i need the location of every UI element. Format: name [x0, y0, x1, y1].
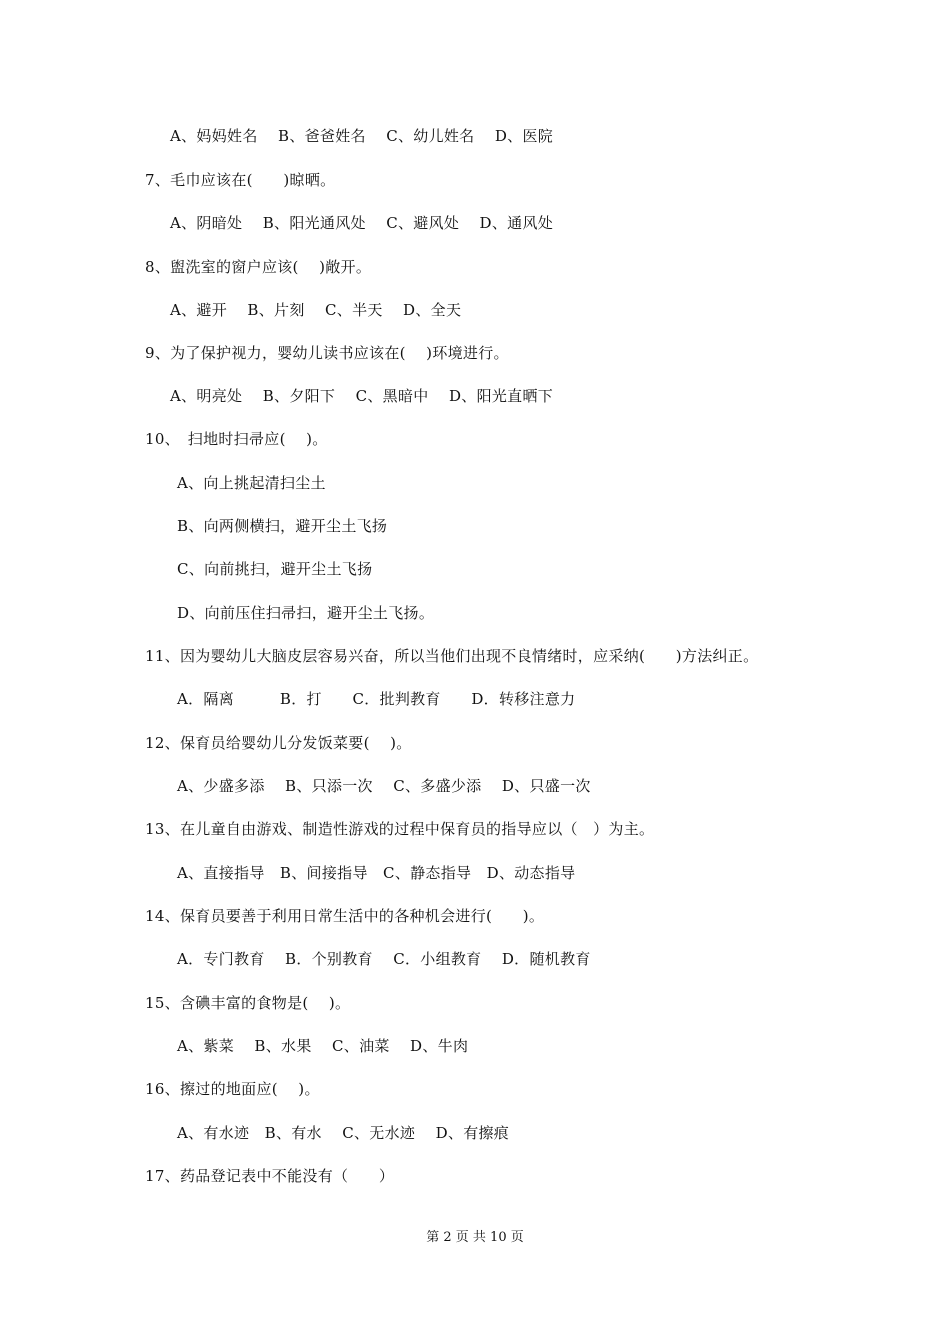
- question-15-options: A、紫菜 B、水果 C、油菜 D、牛肉: [177, 1037, 469, 1055]
- question-10-option-d: D、向前压住扫帚扫，避开尘土飞扬。: [177, 604, 435, 622]
- question-16-stem: 16、擦过的地面应( )。: [145, 1080, 320, 1098]
- question-7-stem: 7、毛巾应该在( )晾晒。: [145, 171, 336, 189]
- question-12-stem: 12、保育员给婴幼儿分发饭菜要( )。: [145, 734, 412, 752]
- question-17-stem: 17、药品登记表中不能没有（ ）: [145, 1167, 395, 1185]
- question-8-options: A、避开 B、片刻 C、半天 D、全天: [170, 301, 462, 319]
- page-number-footer: 第 2 页 共 10 页: [426, 1230, 524, 1245]
- question-14-options: A．专门教育 B．个别教育 C．小组教育 D．随机教育: [177, 950, 591, 968]
- question-9-stem: 9、为了保护视力，婴幼儿读书应该在( )环境进行。: [145, 344, 509, 362]
- question-11-stem: 11、因为婴幼儿大脑皮层容易兴奋，所以当他们出现不良情绪时，应采纳( )方法纠正。: [145, 647, 759, 665]
- question-10-option-b: B、向两侧横扫，避开尘土飞扬: [177, 517, 388, 535]
- question-9-options: A、明亮处 B、夕阳下 C、黑暗中 D、阳光直晒下: [170, 387, 554, 405]
- question-8-stem: 8、盥洗室的窗户应该( )敞开。: [145, 258, 372, 276]
- question-13-options: A、直接指导 B、间接指导 C、静态指导 D、动态指导: [177, 864, 576, 882]
- question-16-options: A、有水迹 B、有水 C、无水迹 D、有擦痕: [177, 1124, 510, 1142]
- question-10-stem: 10、 扫地时扫帚应( )。: [145, 430, 328, 448]
- question-10-option-a: A、向上挑起清扫尘土: [177, 474, 326, 492]
- question-12-options: A、少盛多添 B、只添一次 C、多盛少添 D、只盛一次: [177, 777, 591, 795]
- question-13-stem: 13、在儿童自由游戏、制造性游戏的过程中保育员的指导应以（ ）为主。: [145, 820, 655, 838]
- question-7-options: A、阴暗处 B、阳光通风处 C、避风处 D、通风处: [170, 214, 554, 232]
- question-15-stem: 15、含碘丰富的食物是( )。: [145, 994, 351, 1012]
- question-6-options: A、妈妈姓名 B、爸爸姓名 C、幼儿姓名 D、医院: [170, 127, 554, 145]
- question-14-stem: 14、保育员要善于利用日常生活中的各种机会进行( )。: [145, 907, 545, 925]
- question-10-option-c: C、向前挑扫，避开尘土飞扬: [177, 560, 373, 578]
- question-11-options: A．隔离 B．打 C．批判教育 D．转移注意力: [177, 690, 576, 708]
